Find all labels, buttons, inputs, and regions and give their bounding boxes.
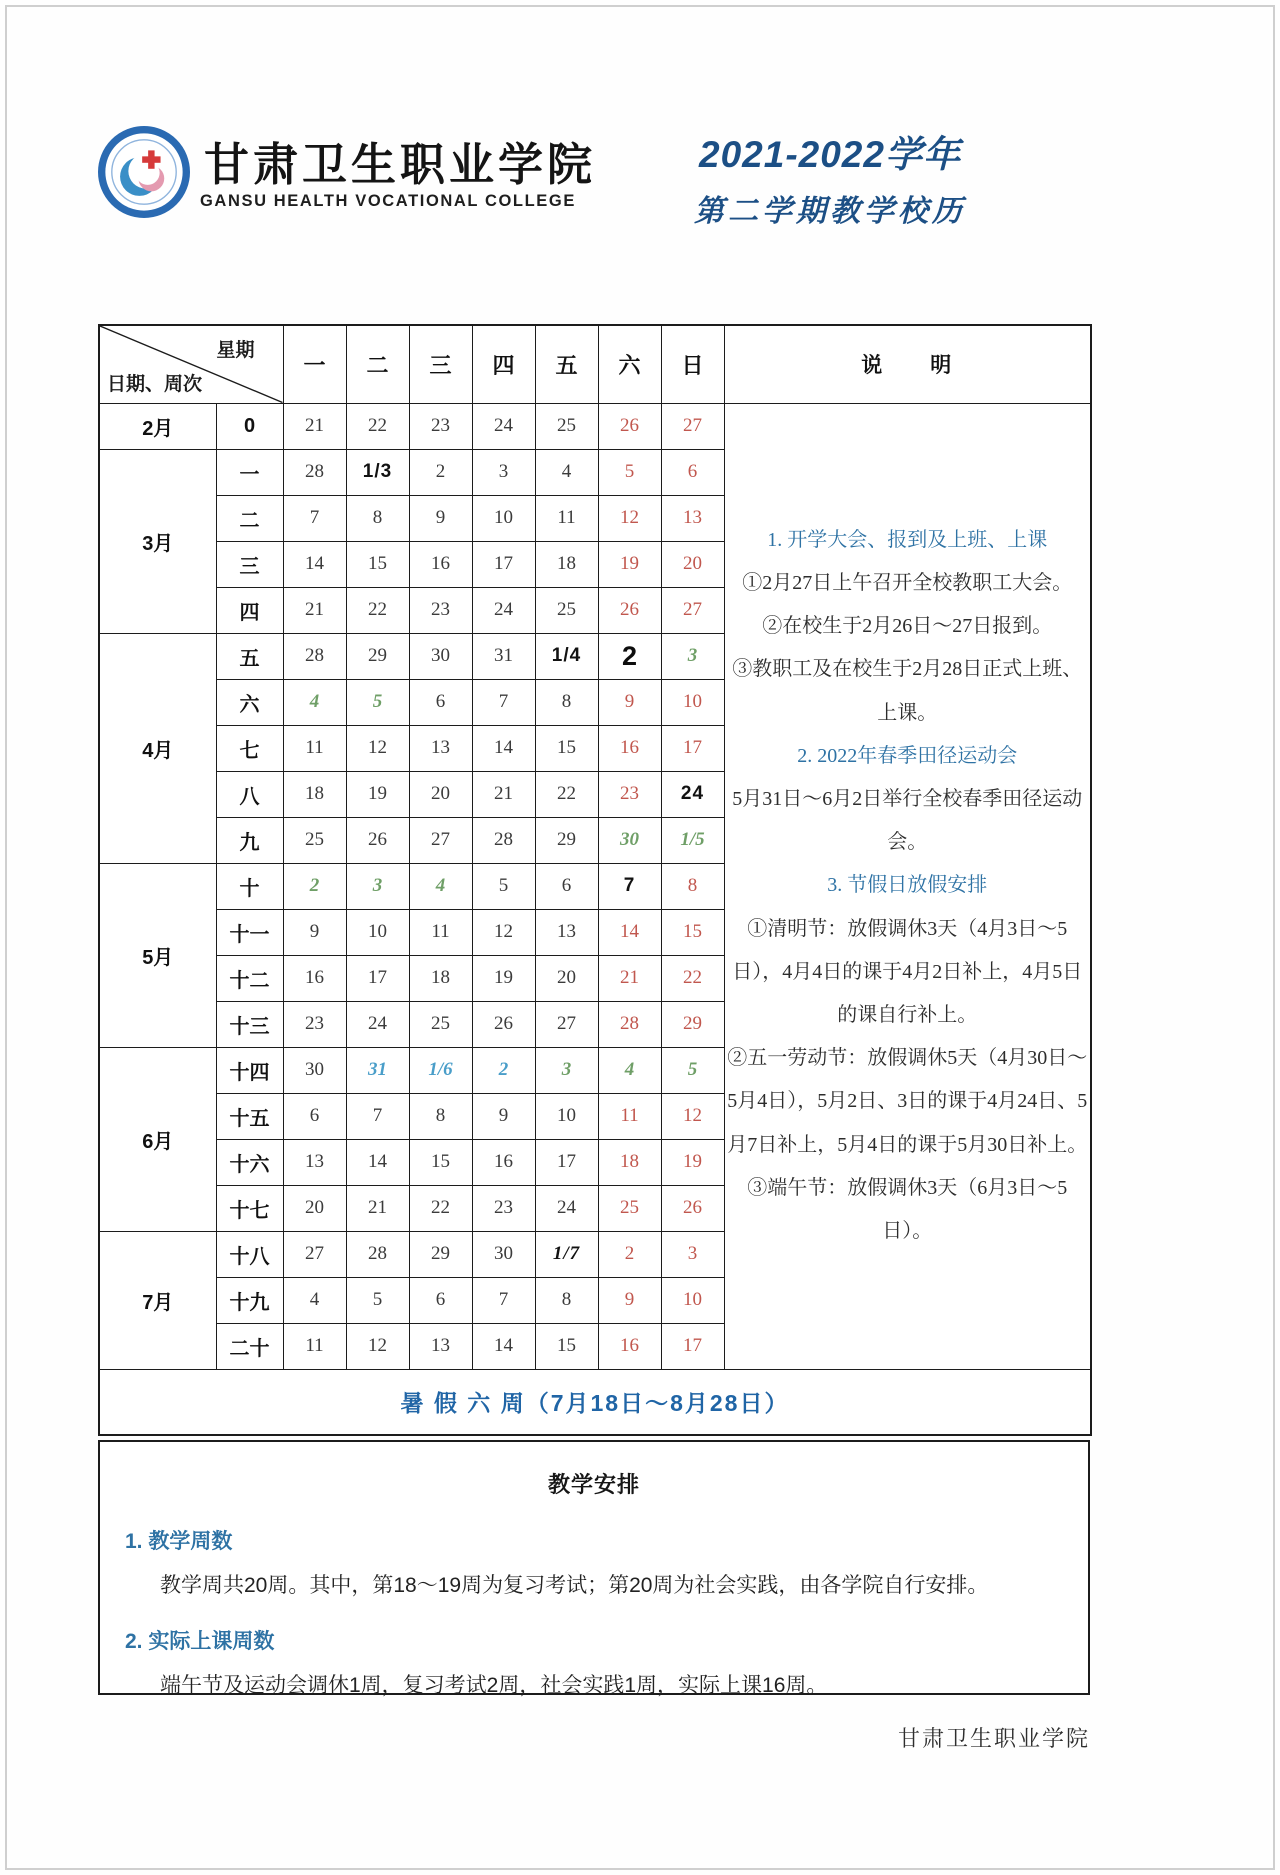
- day-cell: 7: [283, 495, 346, 541]
- calendar-table: [98, 324, 1092, 1436]
- day-cell: 2: [598, 633, 661, 679]
- day-cell: 4: [409, 863, 472, 909]
- day-cell: 22: [409, 1185, 472, 1231]
- day-cell: 5: [661, 1047, 724, 1093]
- day-cell: 28: [598, 1001, 661, 1047]
- day-cell: 25: [535, 587, 598, 633]
- week-number-cell: 八: [216, 771, 283, 817]
- day-cell: 31: [346, 1047, 409, 1093]
- week-number-cell: 三: [216, 541, 283, 587]
- week-number-cell: 四: [216, 587, 283, 633]
- day-header: 五: [535, 325, 598, 403]
- day-cell: 11: [535, 495, 598, 541]
- page-title-semester: 第二学期教学校历: [694, 195, 966, 228]
- day-cell: 25: [283, 817, 346, 863]
- week-number-cell: 十八: [216, 1231, 283, 1277]
- day-header: 三: [409, 325, 472, 403]
- day-cell: 1/5: [661, 817, 724, 863]
- day-cell: 17: [661, 1323, 724, 1369]
- day-cell: 4: [535, 449, 598, 495]
- day-cell: 21: [283, 587, 346, 633]
- day-cell: 4: [283, 679, 346, 725]
- month-cell: 3月: [99, 449, 216, 633]
- day-cell: 18: [283, 771, 346, 817]
- day-cell: 3: [661, 633, 724, 679]
- day-cell: 7: [472, 1277, 535, 1323]
- day-cell: 19: [472, 955, 535, 1001]
- day-cell: 16: [598, 725, 661, 771]
- note-line: ②在校生于2月26日～27日报到。: [762, 615, 1053, 638]
- week-number-cell: 七: [216, 725, 283, 771]
- day-cell: 1/6: [409, 1047, 472, 1093]
- corner-cell: [99, 325, 283, 403]
- day-cell: 15: [346, 541, 409, 587]
- week-number-cell: 十三: [216, 1001, 283, 1047]
- day-cell: 24: [346, 1001, 409, 1047]
- day-cell: 25: [535, 403, 598, 449]
- note-line: 1. 开学大会、报到及上班、上课: [767, 528, 1048, 551]
- week-number-cell: 五: [216, 633, 283, 679]
- day-cell: 26: [598, 587, 661, 633]
- signature: 甘肃卫生职业学院: [897, 1726, 1090, 1751]
- day-cell: 12: [346, 725, 409, 771]
- teaching-item-body: 端午节及运动会调休1周，复习考试2周，社会实践1周，实际上课16周。: [160, 1674, 828, 1697]
- day-cell: 11: [409, 909, 472, 955]
- day-cell: 4: [598, 1047, 661, 1093]
- day-cell: 28: [472, 817, 535, 863]
- day-cell: 29: [535, 817, 598, 863]
- day-cell: 2: [409, 449, 472, 495]
- day-cell: 16: [283, 955, 346, 1001]
- day-header: 四: [472, 325, 535, 403]
- week-number-cell: 十二: [216, 955, 283, 1001]
- summer-label: 暑 假 六 周（7月18日～8月28日）: [99, 1369, 1091, 1435]
- day-cell: 8: [535, 679, 598, 725]
- day-cell: 10: [346, 909, 409, 955]
- day-cell: 21: [598, 955, 661, 1001]
- day-cell: 29: [661, 1001, 724, 1047]
- day-cell: 26: [598, 403, 661, 449]
- day-cell: 5: [346, 1277, 409, 1323]
- day-cell: 25: [409, 1001, 472, 1047]
- week-number-cell: 十四: [216, 1047, 283, 1093]
- day-header: 二: [346, 325, 409, 403]
- day-cell: 14: [472, 725, 535, 771]
- month-cell: 4月: [99, 633, 216, 863]
- day-cell: 6: [283, 1093, 346, 1139]
- day-cell: 6: [535, 863, 598, 909]
- day-cell: 20: [661, 541, 724, 587]
- day-cell: 13: [409, 1323, 472, 1369]
- day-cell: 18: [535, 541, 598, 587]
- day-cell: 22: [535, 771, 598, 817]
- notes-column-header: 说 明: [724, 325, 1091, 403]
- day-cell: 29: [409, 1231, 472, 1277]
- day-cell: 15: [409, 1139, 472, 1185]
- day-cell: 26: [661, 1185, 724, 1231]
- week-number-cell: 十: [216, 863, 283, 909]
- day-cell: 3: [346, 863, 409, 909]
- day-cell: 7: [472, 679, 535, 725]
- day-cell: 30: [598, 817, 661, 863]
- day-cell: 15: [661, 909, 724, 955]
- week-number-cell: 一: [216, 449, 283, 495]
- day-cell: 20: [535, 955, 598, 1001]
- day-header: 日: [661, 325, 724, 403]
- month-cell: 7月: [99, 1231, 216, 1369]
- day-cell: 7: [346, 1093, 409, 1139]
- day-cell: 2: [472, 1047, 535, 1093]
- day-cell: 16: [598, 1323, 661, 1369]
- day-cell: 6: [661, 449, 724, 495]
- note-line: ③端午节：放假调休3天（6月3日～5日）。: [747, 1176, 1068, 1242]
- day-cell: 23: [283, 1001, 346, 1047]
- notes-cell: [724, 403, 1091, 1369]
- day-cell: 13: [283, 1139, 346, 1185]
- day-cell: 3: [661, 1231, 724, 1277]
- college-name-cn: 甘肃卫生职业学院: [204, 138, 597, 191]
- day-cell: 16: [409, 541, 472, 587]
- day-cell: 8: [535, 1277, 598, 1323]
- day-cell: 29: [346, 633, 409, 679]
- day-cell: 21: [283, 403, 346, 449]
- day-cell: 28: [346, 1231, 409, 1277]
- day-cell: 24: [472, 587, 535, 633]
- day-cell: 18: [409, 955, 472, 1001]
- day-cell: 9: [598, 1277, 661, 1323]
- weekday-axis-label: 星期: [216, 340, 255, 361]
- day-cell: 5: [472, 863, 535, 909]
- day-cell: 12: [472, 909, 535, 955]
- day-cell: 1/3: [346, 449, 409, 495]
- day-cell: 21: [346, 1185, 409, 1231]
- day-cell: 4: [283, 1277, 346, 1323]
- week-number-cell: 二十: [216, 1323, 283, 1369]
- day-cell: 21: [472, 771, 535, 817]
- teaching-item-body: 教学周共20周。其中，第18～19周为复习考试；第20周为社会实践，由各学院自行安排。: [160, 1574, 989, 1597]
- day-cell: 11: [283, 1323, 346, 1369]
- day-cell: 17: [346, 955, 409, 1001]
- college-name-en: GANSU HEALTH VOCATIONAL COLLEGE: [200, 192, 576, 210]
- month-cell: 5月: [99, 863, 216, 1047]
- day-cell: 20: [409, 771, 472, 817]
- note-line: 3. 节假日放假安排: [827, 874, 988, 897]
- day-cell: 30: [409, 633, 472, 679]
- day-cell: 23: [598, 771, 661, 817]
- day-cell: 22: [661, 955, 724, 1001]
- day-header: 六: [598, 325, 661, 403]
- week-number-cell: 六: [216, 679, 283, 725]
- day-cell: 14: [472, 1323, 535, 1369]
- week-number-cell: 0: [216, 403, 283, 449]
- day-cell: 5: [346, 679, 409, 725]
- day-cell: 8: [661, 863, 724, 909]
- note-line: 2. 2022年春季田径运动会: [797, 744, 1018, 767]
- day-cell: 8: [346, 495, 409, 541]
- day-cell: 17: [535, 1139, 598, 1185]
- teaching-item-heading: 2. 实际上课周数: [125, 1630, 275, 1653]
- day-cell: 25: [598, 1185, 661, 1231]
- day-cell: 9: [472, 1093, 535, 1139]
- summer-row: [99, 1369, 1091, 1435]
- day-cell: 28: [283, 449, 346, 495]
- day-cell: 26: [346, 817, 409, 863]
- week-number-cell: 十五: [216, 1093, 283, 1139]
- day-cell: 12: [346, 1323, 409, 1369]
- day-cell: 14: [283, 541, 346, 587]
- day-cell: 18: [598, 1139, 661, 1185]
- note-line: ③教职工及在校生于2月28日正式上班、上课。: [732, 658, 1083, 724]
- day-cell: 13: [409, 725, 472, 771]
- week-number-cell: 十九: [216, 1277, 283, 1323]
- calendar-header-row: [99, 325, 1091, 403]
- day-cell: 3: [472, 449, 535, 495]
- day-cell: 12: [598, 495, 661, 541]
- day-cell: 31: [472, 633, 535, 679]
- note-line: ①2月27日上午召开全校教职工大会。: [742, 572, 1073, 595]
- day-cell: 6: [409, 679, 472, 725]
- page-title-year: 2021-2022学年: [699, 134, 961, 175]
- day-cell: 22: [346, 403, 409, 449]
- day-cell: 24: [535, 1185, 598, 1231]
- day-cell: 9: [409, 495, 472, 541]
- day-cell: 23: [409, 403, 472, 449]
- teaching-box: [98, 1440, 1090, 1695]
- day-cell: 15: [535, 1323, 598, 1369]
- day-cell: 14: [598, 909, 661, 955]
- month-cell: 2月: [99, 403, 216, 449]
- note-line: ②五一劳动节：放假调休5天（4月30日～5月4日），5月2日、3日的课于4月24日、5月7日补上，5月4日的课于5月30日补上。: [727, 1047, 1088, 1156]
- month-cell: 6月: [99, 1047, 216, 1231]
- day-cell: 2: [598, 1231, 661, 1277]
- day-cell: 19: [661, 1139, 724, 1185]
- week-number-cell: 二: [216, 495, 283, 541]
- day-cell: 30: [283, 1047, 346, 1093]
- day-cell: 14: [346, 1139, 409, 1185]
- day-cell: 1/4: [535, 633, 598, 679]
- day-cell: 30: [472, 1231, 535, 1277]
- week-number-cell: 十六: [216, 1139, 283, 1185]
- day-cell: 10: [661, 679, 724, 725]
- day-cell: 26: [472, 1001, 535, 1047]
- week-number-cell: 十七: [216, 1185, 283, 1231]
- teaching-title: 教学安排: [547, 1472, 640, 1497]
- day-cell: 22: [346, 587, 409, 633]
- day-cell: 8: [409, 1093, 472, 1139]
- day-header: 一: [283, 325, 346, 403]
- day-cell: 10: [472, 495, 535, 541]
- week-number-cell: 九: [216, 817, 283, 863]
- day-cell: 15: [535, 725, 598, 771]
- day-cell: 27: [409, 817, 472, 863]
- day-cell: 17: [472, 541, 535, 587]
- date-week-axis-label: 日期、周次: [107, 373, 203, 395]
- day-cell: 10: [661, 1277, 724, 1323]
- day-cell: 9: [598, 679, 661, 725]
- day-cell: 2: [283, 863, 346, 909]
- week-number-cell: 十一: [216, 909, 283, 955]
- day-cell: 24: [472, 403, 535, 449]
- day-cell: 3: [535, 1047, 598, 1093]
- day-cell: 1/7: [535, 1231, 598, 1277]
- calendar-body: [99, 403, 1091, 1435]
- day-cell: 10: [535, 1093, 598, 1139]
- day-cell: 27: [661, 587, 724, 633]
- day-cell: 13: [535, 909, 598, 955]
- day-cell: 27: [535, 1001, 598, 1047]
- calendar-week-row: [99, 403, 1091, 449]
- day-cell: 9: [283, 909, 346, 955]
- day-cell: 6: [409, 1277, 472, 1323]
- day-cell: 27: [661, 403, 724, 449]
- day-cell: 12: [661, 1093, 724, 1139]
- teaching-item-heading: 1. 教学周数: [125, 1530, 233, 1553]
- day-cell: 24: [661, 771, 724, 817]
- day-cell: 7: [598, 863, 661, 909]
- college-logo-icon: [98, 126, 190, 218]
- day-cell: 11: [598, 1093, 661, 1139]
- day-cell: 23: [409, 587, 472, 633]
- page-title: [672, 124, 988, 230]
- day-cell: 16: [472, 1139, 535, 1185]
- day-cell: 19: [598, 541, 661, 587]
- day-cell: 17: [661, 725, 724, 771]
- day-cell: 27: [283, 1231, 346, 1277]
- day-cell: 28: [283, 633, 346, 679]
- day-cell: 23: [472, 1185, 535, 1231]
- day-cell: 13: [661, 495, 724, 541]
- day-cell: 5: [598, 449, 661, 495]
- day-cell: 20: [283, 1185, 346, 1231]
- day-cell: 19: [346, 771, 409, 817]
- note-line: ①清明节：放假调休3天（4月3日～5日），4月4日的课于4月2日补上，4月5日的课自行补上。: [732, 917, 1083, 1026]
- day-cell: 11: [283, 725, 346, 771]
- note-line: 5月31日～6月2日举行全校春季田径运动会。: [732, 788, 1083, 854]
